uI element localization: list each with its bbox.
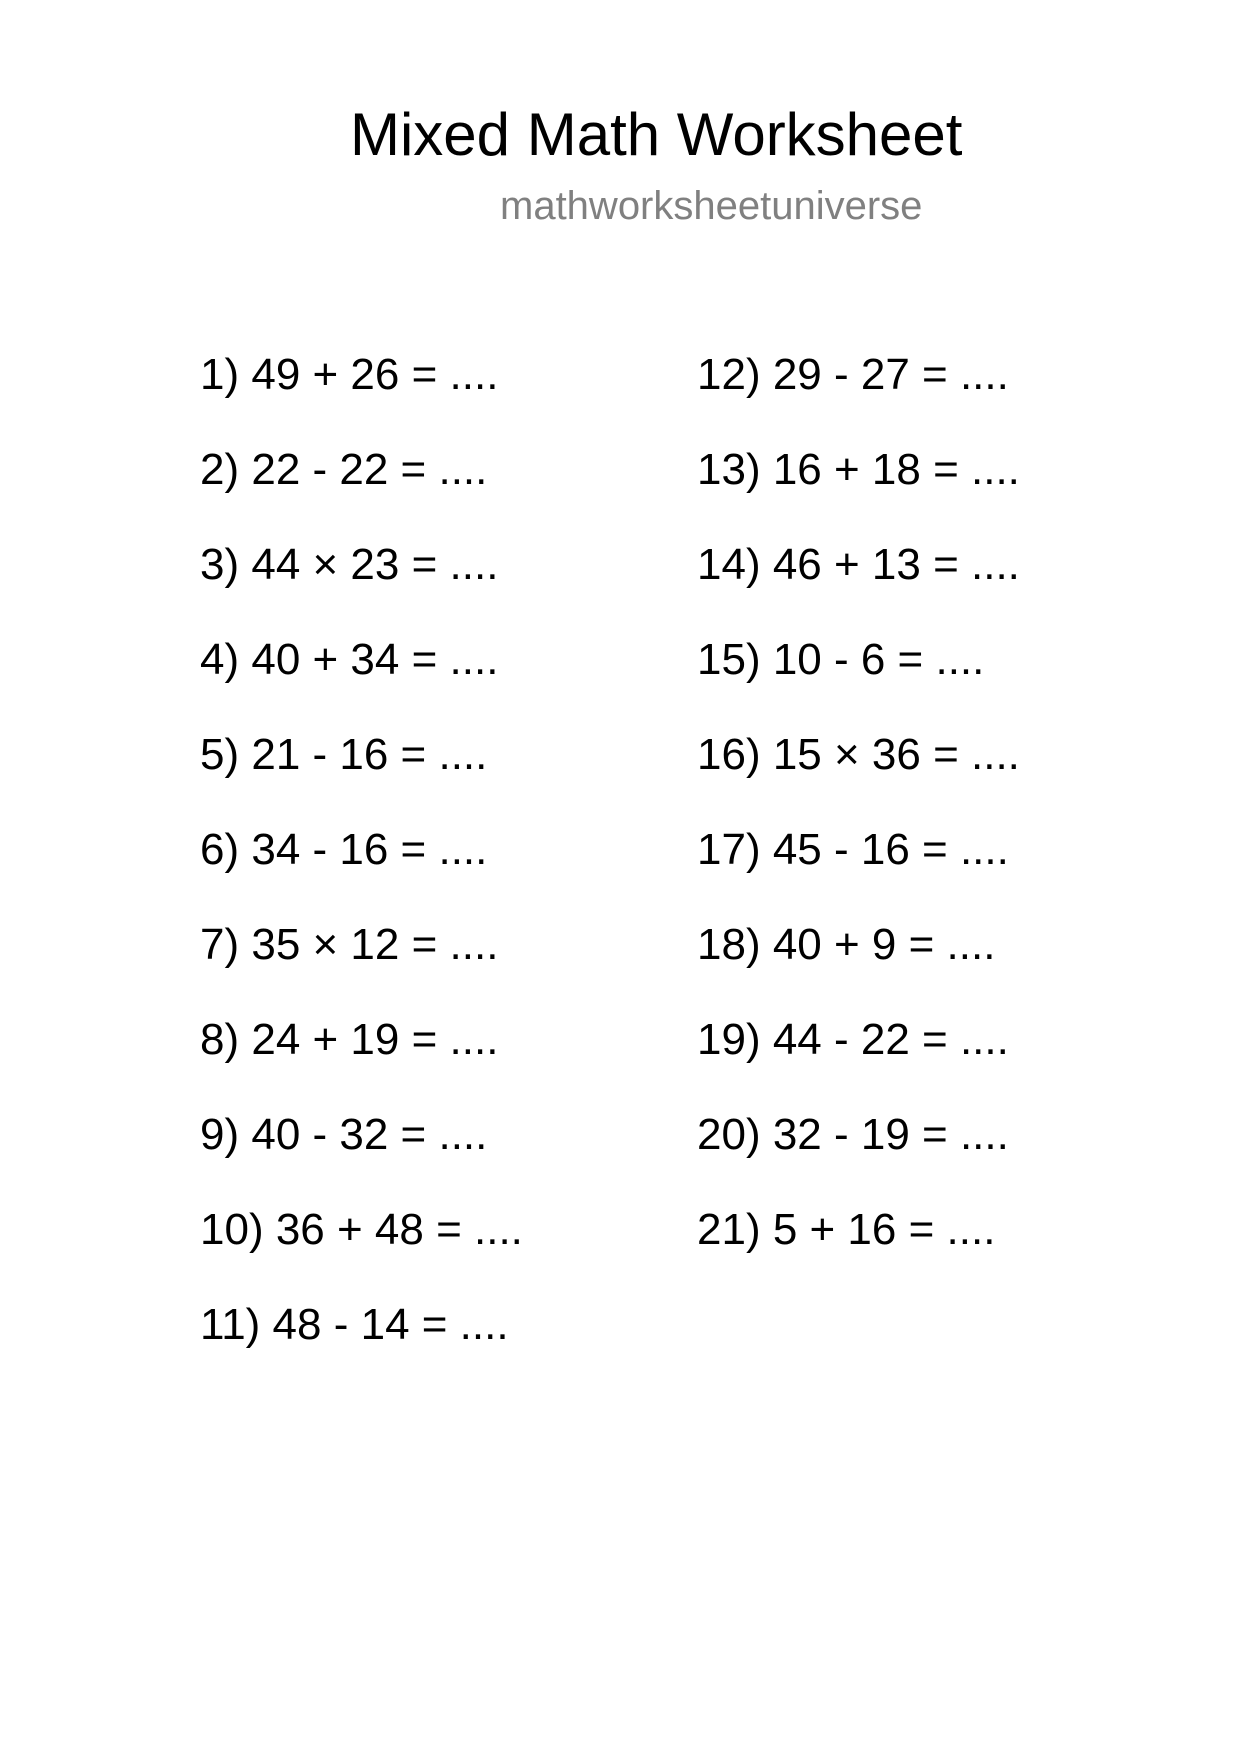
problem-item: 9) 40 - 32 = .... — [200, 1110, 488, 1159]
problem-item: 11) 48 - 14 = .... — [200, 1300, 509, 1349]
problem-item: 16) 15 × 36 = .... — [697, 730, 1020, 779]
page-title: Mixed Math Worksheet — [350, 101, 963, 168]
problem-item: 8) 24 + 19 = .... — [200, 1015, 499, 1064]
problem-item: 5) 21 - 16 = .... — [200, 730, 488, 779]
problem-item: 14) 46 + 13 = .... — [697, 540, 1020, 589]
problem-item: 13) 16 + 18 = .... — [697, 445, 1020, 494]
problem-item: 4) 40 + 34 = .... — [200, 635, 499, 684]
problem-item: 12) 29 - 27 = .... — [697, 350, 1009, 399]
problem-item: 7) 35 × 12 = .... — [200, 920, 499, 969]
problem-item: 10) 36 + 48 = .... — [200, 1205, 523, 1254]
problem-item: 15) 10 - 6 = .... — [697, 635, 985, 684]
problem-item: 17) 45 - 16 = .... — [697, 825, 1009, 874]
problem-item: 1) 49 + 26 = .... — [200, 350, 499, 399]
problem-column-left — [200, 345, 523, 1390]
problem-item: 18) 40 + 9 = .... — [697, 920, 996, 969]
page-subtitle: mathworksheetuniverse — [500, 184, 923, 228]
problem-item: 19) 44 - 22 = .... — [697, 1015, 1009, 1064]
problem-column-right — [697, 345, 1020, 1295]
problem-item: 20) 32 - 19 = .... — [697, 1110, 1009, 1159]
problem-item: 2) 22 - 22 = .... — [200, 445, 488, 494]
problem-item: 6) 34 - 16 = .... — [200, 825, 488, 874]
problem-item: 3) 44 × 23 = .... — [200, 540, 499, 589]
problem-item: 21) 5 + 16 = .... — [697, 1205, 996, 1254]
